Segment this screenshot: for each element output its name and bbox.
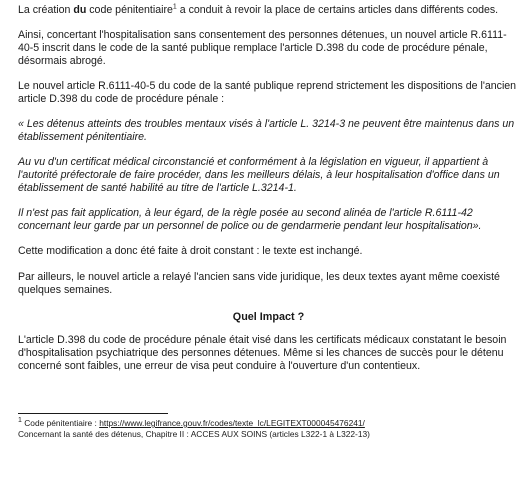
intro-paragraph — [18, 4, 519, 17]
footnote-link[interactable]: https://www.legifrance.gouv.fr/codes/texte_lc/LEGITEXT000045476241/ — [99, 418, 365, 428]
paragraph-impact: L'article D.398 du code de procédure pénale était visé dans les certificats médicaux constatant le besoin d'hospitalisation psychiatrique des personnes détenues. Même si les chances de succès pour le détenu concerné sont faibles, une erreur de visa peut conduire à l'ouverture d'un contentieux. — [18, 334, 507, 372]
paragraph-hospitalisation: Ainsi, concertant l'hospitalisation sans consentement des personnes détenues, un nouvel article R.6111-40-5 inscrit dans le code de la santé publique remplace l'article D.398 du code de procédure pénale, désormais abrogé. — [18, 29, 507, 67]
footnote-line-2: Concernant la santé des détenus, Chapitre II : ACCES AUX SOINS (articles L322-1 à L322-13) — [18, 428, 370, 439]
footnote-label: Code pénitentiaire : — [21, 418, 100, 428]
quote-paragraph-1: « Les détenus atteints des troubles mentaux visés à l'article L. 3214-3 ne peuvent être maintenus dans un établissement pénitentiaire. — [18, 118, 515, 143]
intro-text-start: La création — [18, 4, 74, 16]
intro-text-code: code pénitentiaire — [86, 4, 173, 16]
footnote-divider — [18, 413, 168, 414]
footnote-line-1 — [18, 418, 519, 429]
footnote-marker: 1 — [18, 417, 22, 425]
footnote-reference[interactable]: 1 — [172, 3, 177, 11]
paragraph-modification: Cette modification a donc été faite à droit constant : le texte est inchangé. — [18, 245, 363, 257]
quote-paragraph-3: Il n'est pas fait application, à leur égard, de la règle posée au second alinéa de l'article R.6111-42 concernant leur garde par un personnel de police ou de gendarmerie pendant leur hospitalisation». — [18, 207, 482, 232]
intro-text-end: a conduit à revoir la place de certains articles dans différents codes. — [176, 4, 499, 16]
intro-text-bold: du — [73, 4, 87, 16]
paragraph-coexistence: Par ailleurs, le nouvel article a relayé l'ancien sans vide juridique, les deux textes ayant même coexisté quelques semaines. — [18, 271, 500, 296]
section-heading: Quel Impact ? — [232, 311, 305, 323]
quote-paragraph-2: Au vu d'un certificat médical circonstancié et conformément à la législation en vigueur, il appartient à l'autorité préfectorale de faire procéder, dans les meilleurs délais, à leur hospitalisation d'office dans un établissement de santé habilité au titre de l'article L.3214-1. — [18, 156, 500, 194]
paragraph-new-article: Le nouvel article R.6111-40-5 du code de la santé publique reprend strictement les dispositions de l'ancien article D.398 du code de procédure pénale : — [18, 80, 517, 105]
